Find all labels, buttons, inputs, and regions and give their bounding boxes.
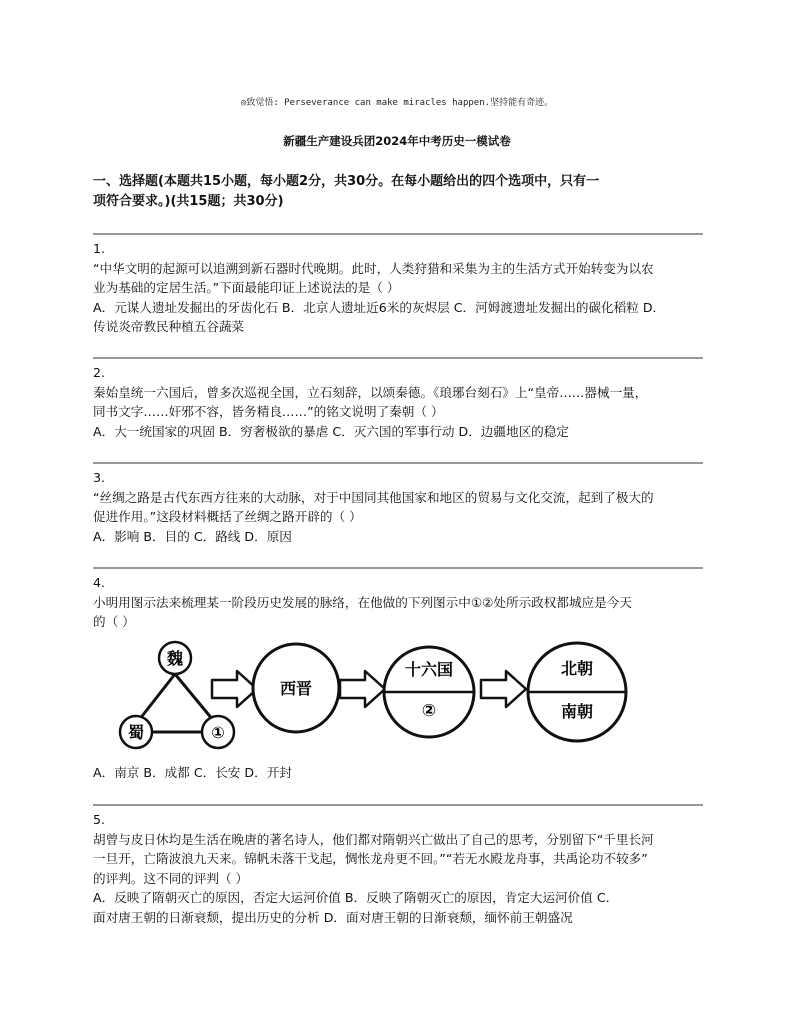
- question-number: 5.: [93, 812, 106, 827]
- svg-text:蜀: 蜀: [127, 723, 145, 742]
- node-shiliuguo: [384, 647, 474, 737]
- node-wei: [159, 642, 191, 674]
- question-text-line: 的（ ）: [93, 614, 135, 629]
- arrow-right-icon: [212, 671, 257, 707]
- question-text-line: “中华文明的起源可以追溯到新石器时代晚期。此时，人类狩猎和采集为主的生活方式开始转变为以农: [93, 260, 654, 276]
- node-beichao-nanchao: [528, 643, 626, 741]
- question-text-line: 一旦开，亡隋波浪九天来。锦帆未落干戈起，惆怅龙舟更不回。”“若无水殿龙舟事，共禹论功不较多”: [93, 851, 648, 866]
- question-divider: [93, 233, 703, 235]
- dynasty-flow-diagram: [117, 640, 637, 752]
- arrow-right-icon: [340, 671, 385, 707]
- question-number: 2.: [93, 365, 106, 380]
- arrow-right-icon: [481, 671, 526, 707]
- question-text-line: 小明用图示法来梳理某一阶段历史发展的脉络，在他做的下列图示中①②处所示政权都城应是今天: [93, 594, 632, 610]
- question-5: [93, 804, 703, 927]
- question-divider: [93, 357, 703, 359]
- question-options-line: A．大一统国家的巩固 B．穷奢极欲的暴虐 C．灭六国的军事行动 D．边疆地区的稳定: [93, 423, 569, 439]
- question-number: 3.: [93, 470, 106, 485]
- question-text-line: “丝绸之路是古代东西方往来的大动脉，对于中国同其他国家和地区的贸易与文化交流，起到了极大的: [93, 489, 654, 505]
- node-circle-1: [202, 716, 234, 748]
- svg-text:北朝: 北朝: [560, 659, 594, 678]
- question-divider: [93, 462, 703, 464]
- node-xijin: [253, 644, 339, 732]
- question-1: [93, 233, 703, 337]
- question-text-line: 同书文字……奸邪不容，皆务精良……”的铭文说明了秦朝（ ）: [93, 404, 444, 419]
- section-heading-line-1: 一、选择题(本题共15小题，每小题2分，共30分。在每小题给出的四个选项中，只有一: [93, 174, 600, 189]
- question-options-line: 面对唐王朝的日渐衰颓，提出历史的分析 D．面对唐王朝的日渐衰颓，缅怀前王朝盛况: [93, 909, 573, 925]
- question-number: 1.: [93, 241, 106, 256]
- question-options-line: 传说炎帝教民种植五谷蔬菜: [93, 319, 245, 334]
- question-text-line: 胡曾与皮日休均是生活在晚唐的著名诗人，他们都对隋朝兴亡做出了自己的思考，分别留下“千里长河: [93, 831, 654, 847]
- section-heading: [93, 172, 703, 212]
- question-text-line: 业为基础的定居生活。”下面最能印证上述说法的是（ ）: [93, 280, 400, 295]
- question-text-line: 促进作用。”这段材料概括了丝绸之路开辟的（ ）: [93, 509, 362, 524]
- question-options-line: A．反映了隋朝灭亡的原因，否定大运河价值 B．反映了隋朝灭亡的原因，肯定大运河价值 C．: [93, 890, 619, 905]
- question-text-line: 的评判。这不同的评判（ ）: [93, 870, 249, 886]
- svg-text:十六国: 十六国: [404, 660, 454, 679]
- svg-text:魏: 魏: [166, 649, 184, 668]
- question-options-line: A．影响 B．目的 C．路线 D．原因: [93, 528, 292, 544]
- question-options-line: A．南京 B．成都 C．长安 D．开封: [93, 765, 292, 780]
- page-title: 新疆生产建设兵团2024年中考历史一模试卷: [283, 134, 511, 148]
- question-text-line: 秦始皇统一六国后，曾多次巡视全国，立石刻辞，以颂秦德。《琅琊台刻石》上“皇帝……器械一量，: [93, 384, 648, 400]
- question-options-line: A．元谋人遗址发掘出的牙齿化石 B．北京人遗址近6米的灰烬层 C．河姆渡遗址发掘出的碳化稻粒 D．: [93, 299, 666, 315]
- motto-line: ◎致觉悟: Perseverance can make miracles happen.坚持能有奇迹。: [240, 98, 554, 108]
- question-3: [93, 462, 703, 546]
- question-divider: [93, 567, 703, 569]
- svg-text:①: ①: [211, 723, 225, 742]
- section-heading-line-2: 项符合要求。)(共15题；共30分): [93, 194, 284, 209]
- question-2: [93, 357, 703, 441]
- node-shu: [120, 716, 152, 748]
- svg-text:南朝: 南朝: [560, 702, 594, 721]
- question-4-options: [93, 763, 703, 783]
- question-divider: [93, 804, 703, 806]
- svg-text:西晋: 西晋: [279, 679, 313, 698]
- question-4: [93, 567, 703, 632]
- svg-text:②: ②: [421, 701, 437, 721]
- question-number: 4.: [93, 575, 106, 590]
